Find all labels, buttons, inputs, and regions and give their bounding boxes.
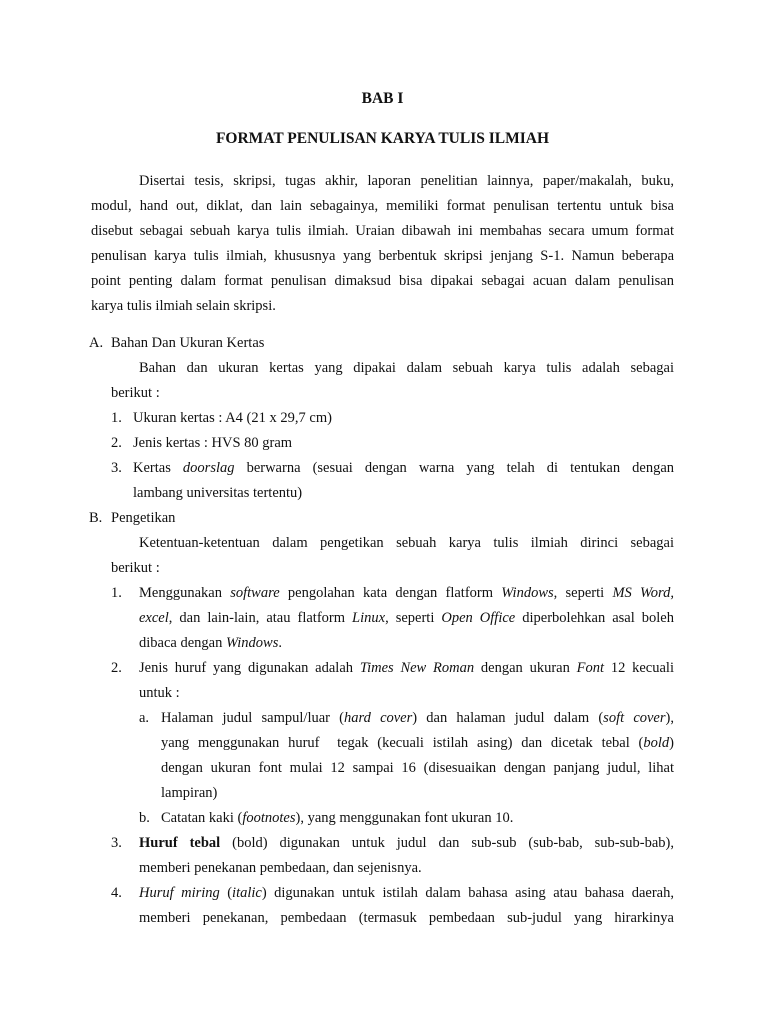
text-run: ) digunakan untuk istilah dalam bahasa asing atau bahasa daerah, xyxy=(261,885,674,901)
italic-term: hard cover xyxy=(344,710,413,726)
text-run: ) dan halaman judul dalam ( xyxy=(412,710,604,726)
italic-term: soft cover xyxy=(603,710,666,726)
text-run: Jenis huruf yang digunakan adalah xyxy=(139,660,360,676)
section-marker: B. xyxy=(89,510,103,526)
list-item-continuation: lambang universitas tertentu) xyxy=(133,485,303,501)
italic-term: italic xyxy=(232,885,262,901)
italic-term: Windows xyxy=(225,635,279,651)
text-run: dibaca dengan xyxy=(139,635,226,651)
list-number: 4. xyxy=(111,885,122,901)
bold-term: Huruf tebal xyxy=(139,835,221,851)
italic-term: Font xyxy=(576,660,605,676)
text-run: berwarna (sesuai dengan warna yang telah di tentukan dengan xyxy=(234,460,675,476)
section-paragraph-line: berikut : xyxy=(111,560,160,576)
intro-line: karya tulis ilmiah selain skripsi. xyxy=(91,298,276,314)
section-paragraph-line: Bahan dan ukuran kertas yang dipakai dalam sebuah karya tulis adalah sebagai xyxy=(139,360,674,376)
list-item xyxy=(139,656,674,681)
intro-line: Disertai tesis, skripsi, tugas akhir, laporan penelitian lainnya, paper/makalah, buku, xyxy=(139,173,674,189)
text-run: , seperti xyxy=(385,610,442,626)
text-run: dengan ukuran xyxy=(474,660,577,676)
sublist-letter: a. xyxy=(139,710,150,726)
intro-line: modul, hand out, diklat, dan lain sebagainya, memiliki format penulisan tertentu untuk bisa xyxy=(91,198,674,214)
list-number: 3. xyxy=(111,460,122,476)
intro-line: penulisan karya tulis ilmiah, khususnya yang berbentuk skripsi jenjang S-1. Namun beberapa xyxy=(91,248,674,264)
text-run: (bold) digunakan untuk judul dan sub-sub (sub-bab, sub-sub-bab), xyxy=(220,835,674,851)
section-heading: Pengetikan xyxy=(111,510,176,526)
list-number: 2. xyxy=(111,660,122,676)
sublist-item-continuation: lampiran) xyxy=(161,785,218,801)
list-item-continuation xyxy=(139,631,674,656)
italic-term: Times New Roman xyxy=(359,660,475,676)
sublist-item-continuation xyxy=(161,731,674,756)
text-run: ( xyxy=(219,885,233,901)
text-run: pengolahan kata dengan flatform xyxy=(279,585,502,601)
italic-term: Windows xyxy=(501,585,554,601)
text-run: diperbolehkan asal boleh xyxy=(515,610,674,626)
section-heading: Bahan Dan Ukuran Kertas xyxy=(111,335,265,351)
intro-line: disebut sebagai sebuah karya tulis ilmiah. Uraian dibawah ini membahas secara umum format xyxy=(91,223,674,239)
italic-term: excel xyxy=(139,610,169,626)
italic-term: Open Office xyxy=(441,610,516,626)
sublist-letter: b. xyxy=(139,810,150,826)
sublist-item xyxy=(161,806,674,831)
text-run: ) xyxy=(669,735,674,751)
intro-line: point penting dalam format penulisan dimaksud bisa dipakai sebagai acuan dalam penulisan xyxy=(91,273,674,289)
list-number: 1. xyxy=(111,585,122,601)
sublist-item-continuation: dengan ukuran font mulai 12 sampai 16 (disesuaikan dengan panjang judul, lihat xyxy=(161,760,674,776)
section-paragraph-line: berikut : xyxy=(111,385,160,401)
text-run: Halaman judul sampul/luar ( xyxy=(161,710,345,726)
list-item-continuation: memberi penekanan, pembedaan (termasuk pembedaan sub-judul yang hirarkinya xyxy=(139,910,674,926)
italic-term: Huruf miring xyxy=(139,885,220,901)
list-item: Ukuran kertas : A4 (21 x 29,7 cm) xyxy=(133,410,332,426)
list-item-continuation xyxy=(139,606,674,631)
italic-term: footnotes xyxy=(242,810,296,826)
section-marker: A. xyxy=(89,335,104,351)
list-item xyxy=(133,456,674,481)
text-run: Kertas xyxy=(133,460,183,476)
text-run: yang menggunakan huruf tegak (kecuali istilah asing) dan dicetak tebal ( xyxy=(161,735,644,751)
list-number: 1. xyxy=(111,410,122,426)
text-run: , dan lain-lain, atau flatform xyxy=(168,610,353,626)
italic-term: doorslag xyxy=(182,460,235,476)
list-item-continuation: untuk : xyxy=(139,685,180,701)
italic-term: MS Word, xyxy=(612,585,675,601)
italic-term: bold xyxy=(643,735,670,751)
list-item xyxy=(139,581,674,606)
text-run: , seperti xyxy=(553,585,613,601)
list-number: 2. xyxy=(111,435,122,451)
text-run: Menggunakan xyxy=(139,585,231,601)
section-paragraph-line: Ketentuan-ketentuan dalam pengetikan sebuah karya tulis ilmiah dirinci sebagai xyxy=(139,535,674,551)
text-run: 12 kecuali xyxy=(604,660,674,676)
document-title: FORMAT PENULISAN KARYA TULIS ILMIAH xyxy=(215,130,550,147)
list-item xyxy=(139,881,674,906)
list-item-continuation: memberi penekanan pembedaan, dan sejenisnya. xyxy=(139,860,422,876)
sublist-item xyxy=(161,706,674,731)
italic-term: Linux xyxy=(352,610,386,626)
list-item xyxy=(139,831,674,856)
text-run: ), yang menggunakan font ukuran 10. xyxy=(295,810,514,826)
list-item: Jenis kertas : HVS 80 gram xyxy=(133,435,293,451)
text-run: . xyxy=(278,635,282,651)
text-run: ), xyxy=(665,710,674,726)
italic-term: software xyxy=(230,585,280,601)
chapter-heading: BAB I xyxy=(361,90,404,107)
text-run: Catatan kaki ( xyxy=(161,810,243,826)
list-number: 3. xyxy=(111,835,122,851)
